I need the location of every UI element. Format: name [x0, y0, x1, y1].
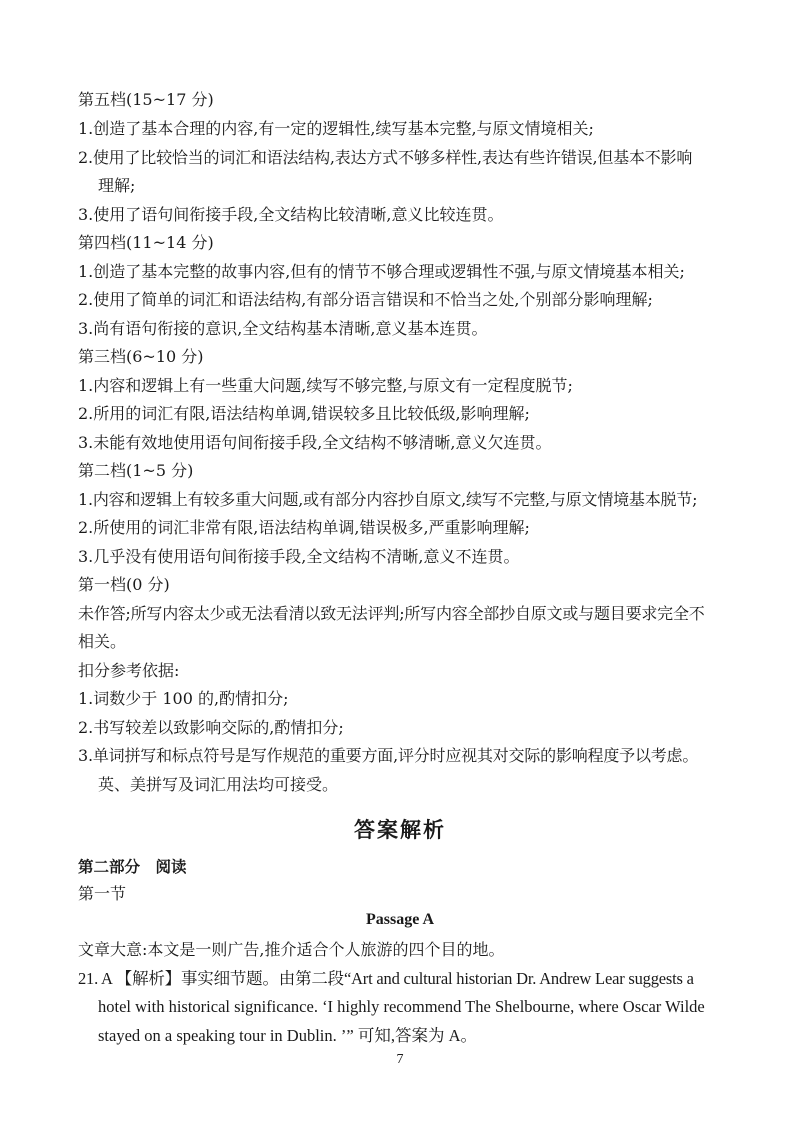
- deduction-item-2: 2.书写较差以致影响交际的,酌情扣分;: [78, 718, 344, 737]
- tier4-title: 第四档(11~14 分): [78, 233, 214, 252]
- part-title: 第二部分 阅读: [78, 858, 187, 876]
- tier1-line-1: 未作答;所写内容太少或无法看清以致无法评判;所写内容全部抄自原文或与题目要求完全不: [78, 604, 705, 623]
- q21-line-3: stayed on a speaking tour in Dublin. ’” 可知,答案为 A。: [98, 1026, 477, 1045]
- tier4-item-2: 2.使用了简单的词汇和语法结构,有部分语言错误和不恰当之处,个别部分影响理解;: [78, 290, 653, 309]
- tier3-title: 第三档(6~10 分): [78, 347, 204, 366]
- deduction-item-3: 3.单词拼写和标点符号是写作规范的重要方面,评分时应视其对交际的影响程度予以考虑。: [78, 746, 699, 765]
- tier5-title: 第五档(15~17 分): [78, 90, 214, 109]
- page-number: 7: [396, 1052, 404, 1067]
- tier4-item-1: 1.创造了基本完整的故事内容,但有的情节不够合理或逻辑性不强,与原文情境基本相关;: [78, 262, 685, 281]
- tier1-title: 第一档(0 分): [78, 575, 170, 594]
- tier5-item-2-cont: 理解;: [98, 176, 136, 195]
- tier3-item-1: 1.内容和逻辑上有一些重大问题,续写不够完整,与原文有一定程度脱节;: [78, 376, 573, 395]
- tier2-item-1: 1.内容和逻辑上有较多重大问题,或有部分内容抄自原文,续写不完整,与原文情境基本脱节;: [78, 490, 698, 509]
- passage-title: Passage A: [366, 911, 434, 928]
- tier2-item-3: 3.几乎没有使用语句间衔接手段,全文结构不清晰,意义不连贯。: [78, 547, 520, 566]
- deduction-item-1: 1.词数少于 100 的,酌情扣分;: [78, 689, 289, 708]
- deduction-title: 扣分参考依据:: [78, 661, 180, 680]
- tier1-line-2: 相关。: [78, 632, 127, 651]
- tier3-item-2: 2.所用的词汇有限,语法结构单调,错误较多且比较低级,影响理解;: [78, 404, 530, 423]
- tier5-item-1: 1.创造了基本合理的内容,有一定的逻辑性,续写基本完整,与原文情境相关;: [78, 119, 594, 138]
- deduction-item-3-cont: 英、美拼写及词汇用法均可接受。: [98, 775, 339, 794]
- tier4-item-3: 3.尚有语句衔接的意识,全文结构基本清晰,意义基本连贯。: [78, 319, 488, 338]
- q21-line-1: 21. A 【解析】事实细节题。由第二段“Art and cultural historian Dr. Andrew Lear suggests a: [78, 969, 694, 988]
- tier5-item-3: 3.使用了语句间衔接手段,全文结构比较清晰,意义比较连贯。: [78, 205, 504, 224]
- tier3-item-3: 3.未能有效地使用语句间衔接手段,全文结构不够清晰,意义欠连贯。: [78, 433, 552, 452]
- q21-line-2: hotel with historical significance. ‘I highly recommend The Shelbourne, where Oscar Wilde: [98, 997, 705, 1016]
- passage-summary: 文章大意:本文是一则广告,推介适合个人旅游的四个目的地。: [78, 940, 505, 959]
- tier5-item-2: 2.使用了比较恰当的词汇和语法结构,表达方式不够多样性,表达有些许错误,但基本不影响: [78, 148, 693, 167]
- answers-heading: 答案解析: [354, 818, 446, 842]
- section-title: 第一节: [78, 884, 127, 903]
- tier2-item-2: 2.所使用的词汇非常有限,语法结构单调,错误极多,严重影响理解;: [78, 518, 530, 537]
- tier2-title: 第二档(1~5 分): [78, 461, 194, 480]
